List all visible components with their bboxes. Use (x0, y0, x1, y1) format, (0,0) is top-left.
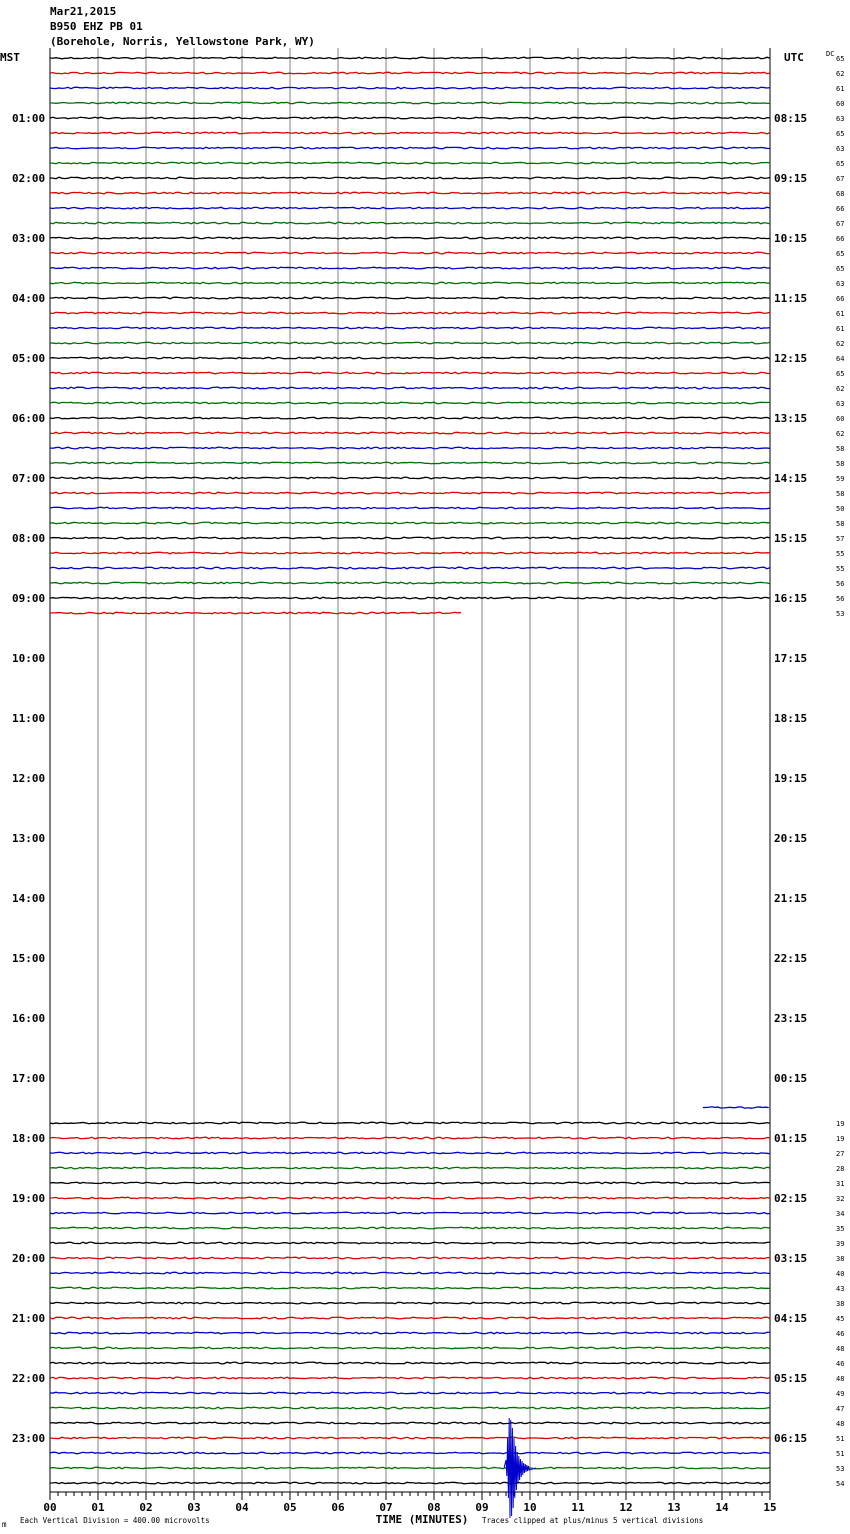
station-location: (Borehole, Norris, Yellowstone Park, WY) (50, 35, 315, 48)
utc-hour-label: 17:15 (774, 652, 808, 665)
mst-hour-label: 10:00 (12, 652, 46, 665)
x-tick-label: 14 (715, 1501, 729, 1514)
utc-hour-label: 16:15 (774, 592, 808, 605)
dc-offset-value: 31 (836, 1180, 845, 1188)
mst-hour-label: 14:00 (12, 892, 46, 905)
trace-line (50, 507, 770, 509)
dc-offset-value: 62 (836, 385, 845, 393)
trace-line (50, 537, 770, 539)
dc-offset-value: 59 (836, 475, 845, 483)
trace-line (50, 162, 770, 164)
trace-line (50, 72, 770, 74)
dc-offset-value: 63 (836, 400, 845, 408)
x-tick-label: 11 (571, 1501, 585, 1514)
trace-line (50, 1482, 770, 1484)
x-tick-label: 07 (379, 1501, 393, 1514)
trace-line (50, 552, 770, 554)
trace-line (50, 567, 770, 569)
x-tick-label: 06 (331, 1501, 345, 1514)
trace-line (50, 597, 770, 599)
x-tick-label: 13 (667, 1501, 681, 1514)
trace-line (50, 1257, 770, 1259)
dc-offset-value: 63 (836, 115, 845, 123)
mst-hour-label: 06:00 (12, 412, 46, 425)
utc-hour-label: 22:15 (774, 952, 808, 965)
x-tick-label: 09 (475, 1501, 489, 1514)
dc-offset-value: 50 (836, 505, 845, 513)
dc-offset-value: 45 (836, 1315, 845, 1323)
utc-hour-label: 19:15 (774, 772, 808, 785)
trace-line (50, 1212, 770, 1214)
trace-line (50, 1362, 770, 1364)
dc-offset-value: 35 (836, 1225, 845, 1233)
dc-label: DC (826, 50, 835, 58)
dc-offset-value: 32 (836, 1195, 845, 1203)
utc-hour-label: 05:15 (774, 1372, 808, 1385)
trace-line (50, 432, 770, 434)
dc-offset-value: 28 (836, 1165, 845, 1173)
x-tick-label: 12 (619, 1501, 633, 1514)
mst-hour-label: 02:00 (12, 172, 46, 185)
trace-line (50, 1137, 770, 1139)
x-tick-label: 15 (763, 1501, 777, 1514)
dc-offset-value: 66 (836, 205, 845, 213)
trace-line (50, 1152, 770, 1154)
dc-offset-value: 58 (836, 520, 845, 528)
x-axis-title: TIME (MINUTES) (375, 1513, 469, 1526)
trace-line (50, 312, 770, 314)
utc-hour-label: 18:15 (774, 712, 808, 725)
dc-offset-value: 62 (836, 430, 845, 438)
trace-line (50, 1377, 770, 1379)
trace-line (50, 1287, 770, 1289)
trace-line (50, 582, 770, 584)
scale-note: Each Vertical Division = 400.00 microvolts (20, 1516, 210, 1525)
dc-offset-value: 53 (836, 610, 845, 618)
trace-line (50, 1122, 770, 1124)
mst-hour-label: 21:00 (12, 1312, 46, 1325)
dc-offset-value: 60 (836, 415, 845, 423)
trace-line (50, 87, 770, 89)
dc-offset-value: 58 (836, 460, 845, 468)
trace-line (50, 1422, 770, 1424)
dc-offset-value: 46 (836, 1360, 845, 1368)
trace-line (703, 1107, 769, 1108)
dc-offset-value: 19 (836, 1120, 845, 1128)
dc-offset-value: 65 (836, 250, 845, 258)
dc-offset-value: 48 (836, 1420, 845, 1428)
mst-hour-label: 16:00 (12, 1012, 46, 1025)
dc-offset-value: 38 (836, 1255, 845, 1263)
mst-hour-label: 13:00 (12, 832, 46, 845)
trace-line (50, 237, 770, 239)
dc-offset-value: 51 (836, 1435, 845, 1443)
dc-offset-value: 58 (836, 445, 845, 453)
mst-hour-label: 11:00 (12, 712, 46, 725)
trace-line (50, 1467, 770, 1469)
dc-offset-value: 62 (836, 70, 845, 78)
x-tick-label: 05 (283, 1501, 297, 1514)
mst-hour-label: 03:00 (12, 232, 46, 245)
utc-hour-label: 06:15 (774, 1432, 808, 1445)
trace-line (50, 357, 770, 359)
dc-offset-value: 58 (836, 490, 845, 498)
mst-hour-label: 20:00 (12, 1252, 46, 1265)
dc-offset-value: 51 (836, 1450, 845, 1458)
corner-mark: m (2, 1520, 7, 1529)
dc-offset-value: 56 (836, 595, 845, 603)
dc-offset-value: 66 (836, 295, 845, 303)
trace-line (50, 1227, 770, 1229)
trace-line (50, 492, 770, 494)
trace-line (50, 207, 770, 209)
utc-hour-label: 03:15 (774, 1252, 808, 1265)
dc-offset-value: 67 (836, 175, 845, 183)
mst-hour-label: 08:00 (12, 532, 46, 545)
utc-hour-label: 02:15 (774, 1192, 808, 1205)
x-tick-label: 10 (523, 1501, 537, 1514)
utc-hour-label: 10:15 (774, 232, 808, 245)
mst-hour-label: 15:00 (12, 952, 46, 965)
dc-offset-value: 19 (836, 1135, 845, 1143)
mst-hour-label: 17:00 (12, 1072, 46, 1085)
mst-hour-label: 19:00 (12, 1192, 46, 1205)
trace-line (50, 1392, 770, 1394)
utc-hour-label: 15:15 (774, 532, 808, 545)
trace-line (50, 1407, 770, 1409)
mst-hour-label: 07:00 (12, 472, 46, 485)
dc-offset-value: 39 (836, 1240, 845, 1248)
trace-line (50, 1317, 770, 1319)
trace-line (50, 1272, 770, 1274)
trace-line (50, 1302, 770, 1304)
trace-line (50, 612, 461, 614)
dc-offset-value: 61 (836, 85, 845, 93)
dc-offset-value: 63 (836, 280, 845, 288)
utc-hour-label: 01:15 (774, 1132, 808, 1145)
station-code: B950 EHZ PB 01 (50, 20, 143, 33)
trace-line (50, 1347, 770, 1349)
utc-hour-label: 21:15 (774, 892, 808, 905)
dc-offset-value: 55 (836, 565, 845, 573)
trace-line (50, 447, 770, 449)
trace-line (50, 252, 770, 254)
dc-offset-value: 55 (836, 550, 845, 558)
mst-hour-label: 05:00 (12, 352, 46, 365)
mst-hour-label: 18:00 (12, 1132, 46, 1145)
dc-offset-value: 27 (836, 1150, 845, 1158)
dc-offset-value: 53 (836, 1465, 845, 1473)
mst-hour-label: 09:00 (12, 592, 46, 605)
trace-line (50, 1437, 770, 1439)
trace-line (50, 1182, 770, 1184)
right-timezone-label: UTC (784, 51, 804, 64)
dc-offset-value: 47 (836, 1405, 845, 1413)
mst-hour-label: 01:00 (12, 112, 46, 125)
dc-offset-value: 49 (836, 1390, 845, 1398)
x-tick-label: 00 (43, 1501, 57, 1514)
utc-hour-label: 09:15 (774, 172, 808, 185)
mst-hour-label: 23:00 (12, 1432, 46, 1445)
trace-line (50, 327, 770, 329)
utc-hour-label: 08:15 (774, 112, 808, 125)
trace-line (50, 522, 770, 524)
trace-line (50, 1452, 770, 1454)
dc-offset-value: 48 (836, 1345, 845, 1353)
dc-offset-value: 48 (836, 1375, 845, 1383)
trace-line (50, 1332, 770, 1334)
trace-line (50, 1242, 770, 1244)
x-tick-label: 02 (139, 1501, 153, 1514)
mst-hour-label: 04:00 (12, 292, 46, 305)
dc-offset-value: 64 (836, 355, 845, 363)
dc-offset-value: 62 (836, 340, 845, 348)
trace-line (50, 477, 770, 479)
trace-line (50, 102, 770, 104)
trace-line (50, 372, 770, 374)
trace-line (50, 387, 770, 389)
dc-offset-value: 56 (836, 580, 845, 588)
x-tick-label: 04 (235, 1501, 249, 1514)
dc-offset-value: 65 (836, 130, 845, 138)
mst-hour-label: 12:00 (12, 772, 46, 785)
trace-line (50, 267, 770, 269)
dc-offset-value: 60 (836, 100, 845, 108)
trace-line (50, 222, 770, 224)
utc-hour-label: 12:15 (774, 352, 808, 365)
x-tick-label: 01 (91, 1501, 105, 1514)
trace-line (50, 192, 770, 194)
trace-line (50, 132, 770, 134)
dc-offset-value: 63 (836, 145, 845, 153)
trace-line (50, 1167, 770, 1169)
trace-line (50, 57, 770, 59)
trace-line (50, 177, 770, 179)
trace-line (50, 1197, 770, 1199)
utc-hour-label: 11:15 (774, 292, 808, 305)
dc-offset-value: 66 (836, 235, 845, 243)
utc-hour-label: 23:15 (774, 1012, 808, 1025)
utc-hour-label: 04:15 (774, 1312, 808, 1325)
dc-offset-value: 43 (836, 1285, 845, 1293)
dc-offset-value: 67 (836, 220, 845, 228)
dc-offset-value: 68 (836, 190, 845, 198)
trace-line (50, 402, 770, 404)
dc-offset-value: 61 (836, 325, 845, 333)
mst-hour-label: 22:00 (12, 1372, 46, 1385)
utc-hour-label: 14:15 (774, 472, 808, 485)
trace-line (50, 297, 770, 299)
trace-line (50, 282, 770, 284)
x-tick-label: 08 (427, 1501, 441, 1514)
dc-offset-value: 34 (836, 1210, 845, 1218)
trace-line (50, 462, 770, 464)
clip-note: Traces clipped at plus/minus 5 vertical divisions (482, 1516, 704, 1525)
dc-offset-value: 38 (836, 1300, 845, 1308)
trace-line (50, 117, 770, 119)
plot-date: Mar21,2015 (50, 5, 117, 18)
dc-offset-value: 61 (836, 310, 845, 318)
dc-offset-value: 57 (836, 535, 845, 543)
dc-offset-value: 54 (836, 1480, 845, 1488)
trace-line (50, 342, 770, 344)
utc-hour-label: 13:15 (774, 412, 808, 425)
trace-line (50, 147, 770, 149)
left-timezone-label: MST (0, 51, 20, 64)
dc-offset-value: 65 (836, 160, 845, 168)
dc-offset-value: 46 (836, 1330, 845, 1338)
dc-offset-value: 65 (836, 55, 845, 63)
utc-hour-label: 00:15 (774, 1072, 808, 1085)
dc-offset-value: 65 (836, 370, 845, 378)
utc-hour-label: 20:15 (774, 832, 808, 845)
trace-line (50, 417, 770, 419)
dc-offset-value: 40 (836, 1270, 845, 1278)
dc-offset-value: 65 (836, 265, 845, 273)
x-tick-label: 03 (187, 1501, 201, 1514)
